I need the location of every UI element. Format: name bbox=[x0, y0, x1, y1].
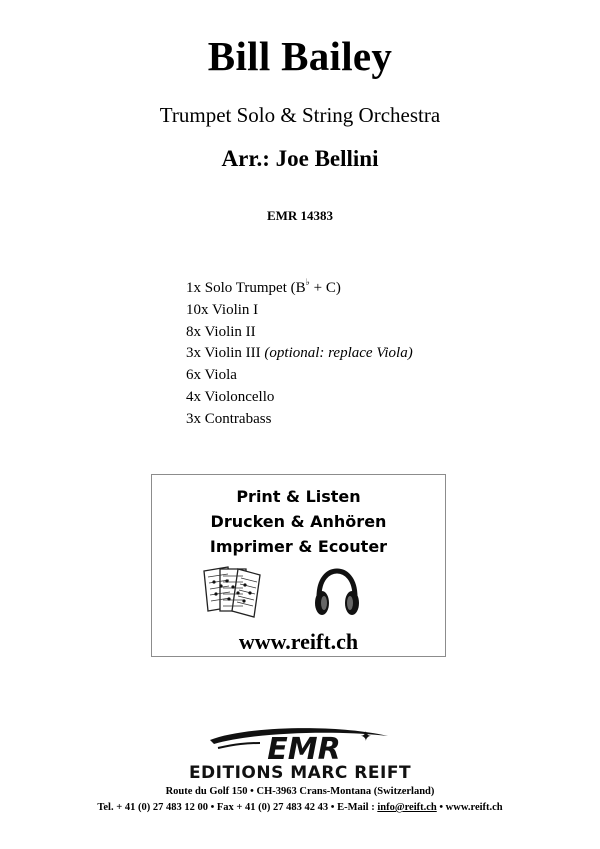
instrument-row bbox=[186, 300, 413, 322]
website-link[interactable]: • www.reift.ch bbox=[436, 802, 503, 813]
svg-text:✦: ✦ bbox=[360, 729, 372, 745]
promo-line-english: Print & Listen bbox=[236, 487, 361, 506]
instrument-text: 3x Violin III bbox=[186, 345, 265, 362]
instrument-row bbox=[186, 387, 413, 409]
print-listen-box bbox=[151, 474, 446, 657]
instrument-text: 4x Violoncello bbox=[186, 388, 275, 405]
promo-line-german: Drucken & Anhören bbox=[210, 512, 387, 531]
instrument-text: 1x Solo Trumpet (B bbox=[186, 280, 306, 296]
instrument-text: 6x Viola bbox=[186, 367, 237, 384]
instrument-row bbox=[186, 272, 413, 300]
instrument-text: 3x Contrabass bbox=[186, 410, 272, 427]
page-title: Bill Bailey bbox=[207, 33, 393, 79]
instrument-text-after: + C) bbox=[309, 280, 341, 296]
publisher-address: Route du Golf 150 • CH-3963 Crans-Montana (Switzerland) bbox=[165, 786, 435, 797]
publisher-contact bbox=[0, 802, 600, 813]
instrumentation-list bbox=[186, 272, 413, 431]
sheet-music-icon bbox=[202, 563, 264, 619]
instrument-row bbox=[186, 322, 413, 344]
emr-logo bbox=[206, 726, 396, 766]
flat-sign: ♭ bbox=[305, 277, 310, 287]
instrument-text: 10x Violin I bbox=[186, 301, 259, 318]
promo-line-french: Imprimer & Ecouter bbox=[209, 537, 388, 556]
contact-phone-fax: Tel. + 41 (0) 27 483 12 00 • Fax + 41 (0) 27 483 42 43 • E-Mail : bbox=[97, 802, 378, 813]
arranger: Arr.: Joe Bellini bbox=[221, 146, 379, 171]
headphones-icon bbox=[312, 567, 362, 619]
publisher-name: EDITIONS MARC REIFT bbox=[188, 763, 412, 783]
svg-text:EMR: EMR bbox=[267, 732, 341, 766]
subtitle: Trumpet Solo & String Orchestra bbox=[159, 103, 441, 127]
email-link[interactable]: info@reift.ch bbox=[377, 802, 437, 813]
instrument-note: (optional: replace Viola) bbox=[264, 345, 413, 362]
instrument-row bbox=[186, 343, 413, 365]
instrument-text: 8x Violin II bbox=[186, 323, 256, 340]
instrument-row bbox=[186, 409, 413, 431]
catalog-number: EMR 14383 bbox=[266, 208, 334, 223]
promo-url[interactable]: www.reift.ch bbox=[238, 629, 359, 654]
instrument-row bbox=[186, 365, 413, 387]
